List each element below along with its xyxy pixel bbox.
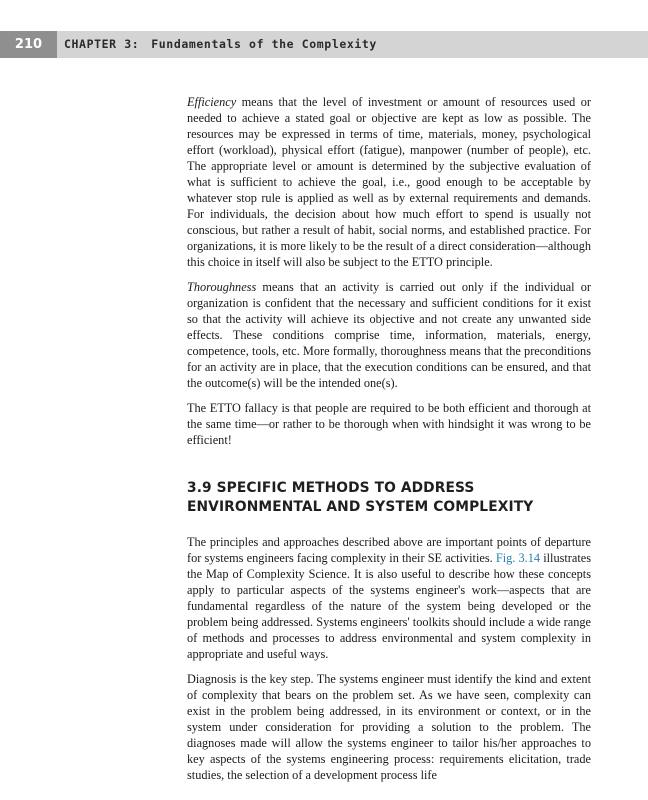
term-thoroughness: Thoroughness [187,280,257,294]
running-header [0,31,648,58]
chapter-title: Fundamentals of the Complexity [151,37,377,51]
page-body [187,94,591,792]
chapter-label: CHAPTER 3: [64,37,140,51]
paragraph-diagnosis: Diagnosis is the key step. The systems engineer must identify the kind and extent of complexity that bears on the problem set. As we have seen, complexity can exist in the problem being addressed, in its environment or context, or in the system under consideration for providing a solution to the problem. The diagnoses made will allow the systems engineer to tailor his/her approaches to key aspects of the systems engineering process: requirements elicitation, trade studies, the selection of a development process life [187,672,591,782]
paragraph-text: means that the level of investment or amount of resources used or needed to achieve a stated goal or objective are kept as low as possible. The resources may be expressed in terms of time, materials, money, psychological effort (workload), physical effort (fatigue), manpower (number of people), etc. The appropriate level or amount is determined by the subjective evaluation of what is sufficient to achieve the goal, i.e., good enough to be acceptable by whatever stop rule is applied as well as by external requirements and demands. For individuals, the decision about how much effort to spend is usually not conscious, but rather a result of habit, social norms, and established practice. For organizations, it is more likely to be the result of a direct consideration—although this choice in itself will also be subject to the ETTO principle. [187,95,591,269]
paragraph-text: illustrates the Map of Complexity Science. It is also useful to describe how these concepts apply to particular aspects of the systems engineer's work—aspects that are fundamental regardless of the nature of the system being developed or the problem being addressed. Systems engineers' toolkits should include a wide range of methods and processes to address environmental and system complexity in appropriate and useful ways. [187,551,592,661]
section-heading: 3.9 SPECIFIC METHODS TO ADDRESS ENVIRONMENTAL AND SYSTEM COMPLEXITY [187,480,534,515]
figure-link[interactable]: Fig. 3.14 [495,551,541,565]
paragraph-text: means that an activity is carried out only if the individual or organization is confident that the necessary and sufficient conditions for it exist so that the activity will achieve its objective and not create any unwanted side effects. These conditions comprise time, information, materials, energy, competence, tools, etc. More formally, thoroughness means that the preconditions for an activity are in place, that the execution conditions can be ensured, and that the outcome(s) will be the intended one(s). [187,280,591,390]
paragraph-principles [187,534,591,662]
paragraph-text: The principles and approaches described above are important points of departure for systems engineers facing complexity in their SE activities. [187,535,591,565]
paragraph-thoroughness [187,279,591,391]
paragraph-etto-fallacy: The ETTO fallacy is that people are required to be both efficient and thorough at the same time—or rather to be thorough when with hindsight it was wrong to be efficient! [187,401,591,447]
running-head-title [64,31,377,58]
page-number: 210 [0,31,57,58]
paragraph-efficiency [187,94,591,270]
term-efficiency: Efficiency [187,95,237,109]
